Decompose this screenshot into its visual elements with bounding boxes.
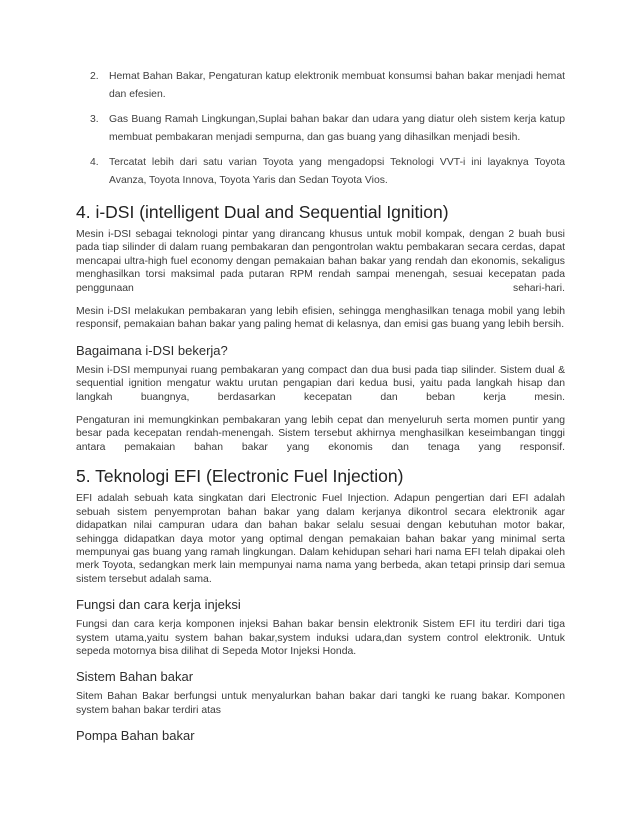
efi-sistem-paragraph: Sitem Bahan Bakar berfungsi untuk menyalurkan bahan bakar dari tangki ke ruang bakar. Komponen system bahan bakar terdiri atas [76,691,565,716]
list-item-text: Gas Buang Ramah Lingkungan,Suplai bahan bakar dan udara yang diatur oleh sistem kerja katup membuat pembakaran menjadi sempurna, dan gas buang yang dihasilkan menjadi besih. [109,114,565,143]
list-item-text: Hemat Bahan Bakar, Pengaturan katup elektronik membuat konsumsi bahan bakar menjadi hemat dan efesien. [109,71,565,100]
efi-sistem-heading: Sistem Bahan bakar [76,669,194,685]
efi-pompa-heading: Pompa Bahan bakar [76,728,195,744]
vvti-benefits-list [76,68,565,190]
list-item [76,68,565,104]
idsi-paragraph-3: Mesin i-DSI mempunyai ruang pembakaran yang compact dan dua busi pada tiap silinder. Sistem dual & sequential ignition mengatur waktu urutan pengapian dari kedua busi, yaitu pada langkah hisap dan langkah buangnya, berdasarkan kecepatan dan beban kerja mesin. [76,364,565,403]
efi-paragraph-1: EFI adalah sebuah kata singkatan dari Electronic Fuel Injection. Adapun pengertian dari EFI adalah sebuah sistem penyemprotan bahan bakar yang dalam kerjanya dikontrol secara elektronik agar didapatkan nilai campuran udara dan bahan bakar selalu sesuai dengan kebutuhan motor bakar, sehingga didapatkan daya motor yang optimal dengan pemakaian bahan bakar yang minimal serta mempunyai gas buang yang ramah lingkungan. Dalam kehidupan sehari hari nama EFI telah dipakai oleh merk Toyota, sedangkan merk lain mempunyai nama nama yang berbeda, akan tetapi prinsip dari semua sistem tersebut adalah sama. [76,493,565,585]
efi-fungsi-heading: Fungsi dan cara kerja injeksi [76,597,241,613]
efi-fungsi-paragraph: Fungsi dan cara kerja komponen injeksi Bahan bakar bensin elektronik Sistem EFI itu terdiri dari tiga system utama,yaitu system bahan bakar,system induksi udara,dan system control elektronik. Untuk sepeda motornya bisa dilihat di Sepeda Motor Injeksi Honda. [76,619,565,657]
idsi-paragraph-2: Mesin i-DSI melakukan pembakaran yang lebih efisien, sehingga menghasilkan tenaga mobil yang lebih responsif, pemakaian bahan bakar yang paling hemat di kelasnya, dan emisi gas buang yang lebih bersih. [76,306,565,331]
list-item-text: Tercatat lebih dari satu varian Toyota yang mengadopsi Teknologi VVT-i ini layaknya Toyota Avanza, Toyota Innova, Toyota Yaris dan Sedan Toyota Vios. [109,157,565,186]
list-item-number: 3. [90,114,99,125]
idsi-paragraph-4: Pengaturan ini memungkinkan pembakaran yang lebih cepat dan menyeluruh serta momen puntir yang besar pada kecepatan rendah-menengah. Sistem tersebut akhirnya menghasilkan keseimbangan tinggi antara pemakaian bahan bakar yang ekonomis dan tenaga yang responsif. [76,415,565,453]
idsi-subheading: Bagaimana i-DSI bekerja? [76,342,228,358]
list-item-number: 4. [90,157,99,168]
list-item [76,111,565,147]
section-heading-efi: 5. Teknologi EFI (Electronic Fuel Injection) [76,466,404,487]
idsi-paragraph-1: Mesin i-DSI sebagai teknologi pintar yang dirancang khusus untuk mobil kompak, dengan 2 buah busi pada tiap silinder di dalam ruang pembakaran dan pengontrolan waktu pembakaran secara cerdas, dapat mencapai ultra-high fuel economy dengan pemakaian bahan bakar yang rendah dan ekonomis, sekaligus menghasilkan torsi maksimal pada putaran RPM rendah sampai menengah, sesuai kecepatan pada penggunaan sehari-hari. [76,229,565,294]
list-item-number: 2. [90,71,99,82]
section-heading-idsi: 4. i-DSI (intelligent Dual and Sequential Ignition) [76,202,449,222]
list-item [76,154,565,190]
